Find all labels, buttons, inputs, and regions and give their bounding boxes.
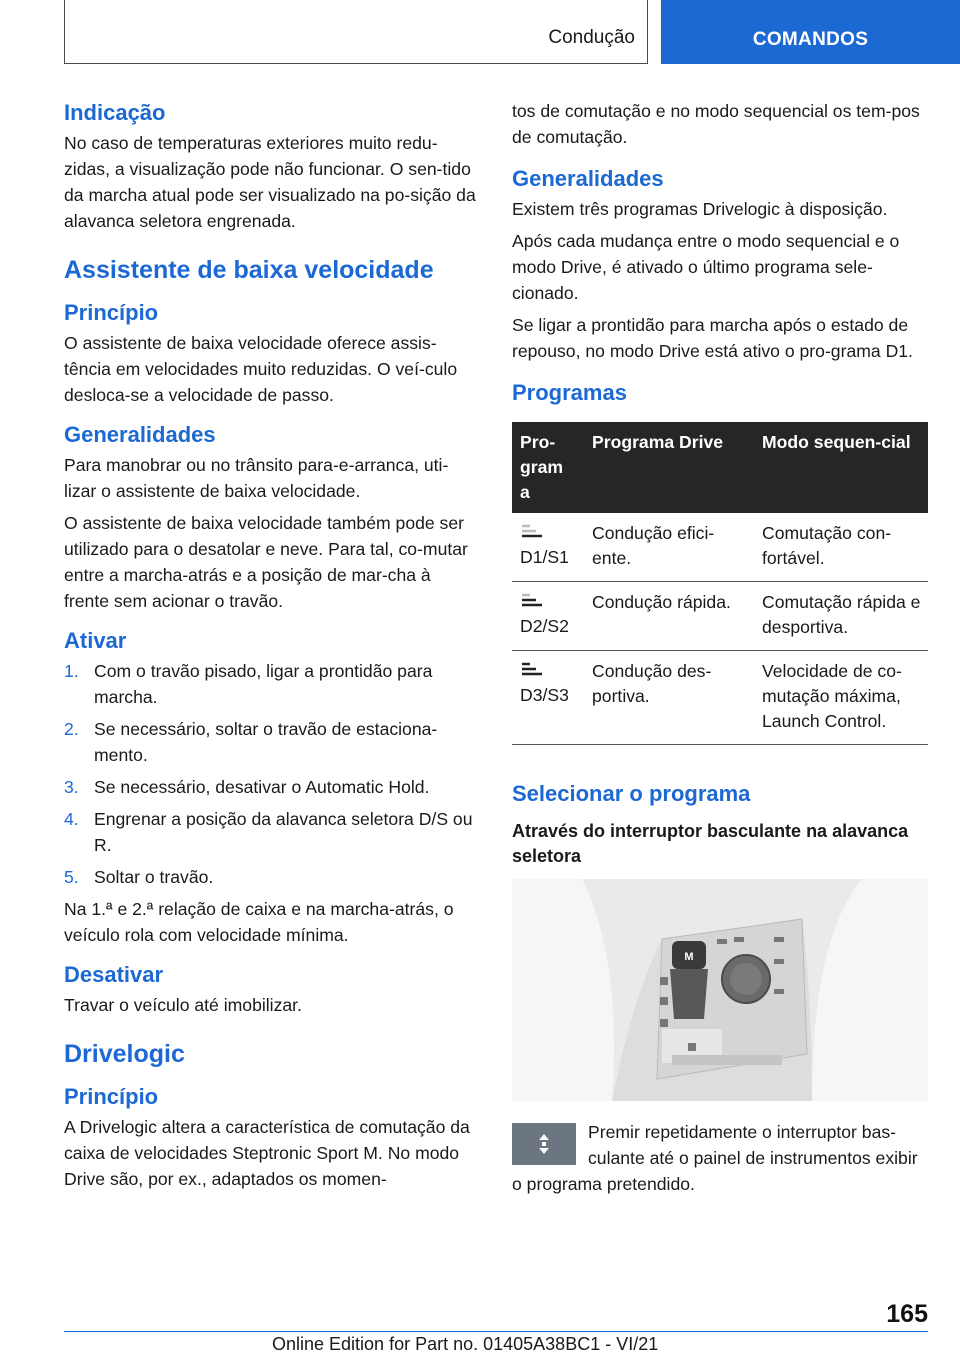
header-section-box	[64, 0, 648, 64]
footer-divider	[64, 1331, 928, 1332]
instruction-note	[512, 1119, 928, 1197]
heading-programas: Programas	[512, 380, 627, 405]
note-text: Premir repetidamente o interruptor bas-culante até o painel de instrumentos exibir o programa pretendido.	[512, 1122, 918, 1194]
table-cell-sequencial: Comutação con-fortável.	[754, 513, 928, 582]
para-principio: O assistente de baixa velocidade oferece assis-tência em velocidades muito reduzidas. O veí-culo desloca-se a velocidade de passo.	[64, 333, 458, 405]
heading-indicacao: Indicação	[64, 100, 166, 125]
para-generalidades-r1: Existem três programas Drivelogic à disposição.	[512, 199, 888, 219]
gear-selector-illustration	[512, 879, 928, 1101]
heading-principio-2: Princípio	[64, 1084, 159, 1109]
drivelogic-1-bar-icon	[520, 521, 544, 541]
list-item	[64, 774, 478, 800]
heading-generalidades-2: Generalidades	[512, 166, 664, 191]
page-number: 165	[886, 1300, 928, 1328]
table-header-drive: Programa Drive	[584, 422, 754, 513]
table-cell-drive: Condução rápida.	[584, 582, 754, 651]
footer-edition: Online Edition for Part no. 01405A38BC1 - VI/21	[272, 1334, 659, 1354]
table-header-programa: Pro-gram a	[512, 422, 584, 513]
steps-list	[64, 658, 478, 890]
step-number: 2.	[64, 719, 79, 739]
step-text: Com o travão pisado, ligar a prontidão para marcha.	[94, 661, 433, 707]
program-code: D3/S3	[520, 685, 569, 705]
table-cell-drive: Condução des-portiva.	[584, 651, 754, 745]
subheading-atraves: Através do interruptor basculante na alavanca seletora	[512, 821, 909, 866]
heading-desativar: Desativar	[64, 962, 164, 987]
step-text: Soltar o travão.	[94, 867, 214, 887]
step-number: 1.	[64, 661, 79, 681]
table-cell-program	[512, 651, 584, 745]
step-number: 4.	[64, 809, 79, 829]
heading-drivelogic: Drivelogic	[64, 1040, 185, 1068]
para-ativar: Na 1.ª e 2.ª relação de caixa e na marcha-atrás, o veículo rola com velocidade mínima.	[64, 899, 454, 945]
heading-ativar: Ativar	[64, 628, 127, 653]
header-chapter-tab	[661, 0, 960, 64]
list-item	[64, 716, 478, 768]
rocker-switch-icon	[512, 1123, 576, 1165]
list-item	[64, 806, 478, 858]
table-header-row	[512, 422, 928, 513]
step-text: Engrenar a posição da alavanca seletora D/S ou R.	[94, 809, 473, 855]
table-row	[512, 513, 928, 582]
header-section-title: Condução	[548, 27, 635, 48]
table-header-sequencial: Modo sequen-cial	[754, 422, 928, 513]
para-generalidades-r3: Se ligar a prontidão para marcha após o estado de repouso, no modo Drive está ativo o pro-grama D1.	[512, 315, 913, 361]
table-cell-sequencial: Comutação rápida e desportiva.	[754, 582, 928, 651]
step-number: 5.	[64, 867, 79, 887]
program-code: D1/S1	[520, 547, 569, 567]
heading-generalidades: Generalidades	[64, 422, 216, 447]
table-cell-program	[512, 513, 584, 582]
list-item	[64, 864, 478, 890]
header-chapter-title: COMANDOS	[752, 29, 869, 50]
para-generalidades-r2: Após cada mudança entre o modo sequencial e o modo Drive, é ativado o último programa sele-cionado.	[512, 231, 900, 303]
para-generalidades-1: Para manobrar ou no trânsito para-e-arranca, uti-lizar o assistente de baixa velocidade.	[64, 455, 449, 501]
table-cell-drive: Condução efici-ente.	[584, 513, 754, 582]
table-row	[512, 582, 928, 651]
para-continuation: tos de comutação e no modo sequencial os tem-pos de comutação.	[512, 101, 920, 147]
heading-principio: Princípio	[64, 300, 159, 325]
para-generalidades-2: O assistente de baixa velocidade também pode ser utilizado para o desatolar e neve. Para tal, co-mutar entre a marcha-atrás e a posição de mar-cha à frente sem acionar o travão.	[64, 513, 468, 611]
list-item	[64, 658, 478, 710]
para-desativar: Travar o veículo até imobilizar.	[64, 995, 302, 1015]
figure-selector-label: M	[684, 951, 694, 963]
step-text: Se necessário, desativar o Automatic Hold.	[94, 777, 430, 797]
step-text: Se necessário, soltar o travão de estaciona-mento.	[94, 719, 438, 765]
para-indicacao: No caso de temperaturas exteriores muito redu-zidas, a visualização pode não funcionar. O sen-tido da marcha atual pode ser visualizado na po-sição da alavanca seletora engrenada.	[64, 133, 476, 231]
center-console-image	[512, 879, 928, 1101]
table-cell-program	[512, 582, 584, 651]
table-row	[512, 651, 928, 745]
table-cell-sequencial: Velocidade de co-mutação máxima, Launch Control.	[754, 651, 928, 745]
drivelogic-3-bars-icon	[520, 659, 544, 679]
programs-table	[512, 422, 928, 745]
step-number: 3.	[64, 777, 79, 797]
heading-selecionar: Selecionar o programa	[512, 781, 751, 806]
para-principio-2: A Drivelogic altera a característica de comutação da caixa de velocidades Steptronic Sport M. No modo Drive são, por ex., adaptados os momen-	[64, 1117, 470, 1189]
heading-assistente: Assistente de baixa velocidade	[64, 256, 434, 284]
drivelogic-2-bars-icon	[520, 590, 544, 610]
left-column	[64, 98, 478, 1198]
program-code: D2/S2	[520, 616, 569, 636]
right-column	[512, 98, 928, 1203]
